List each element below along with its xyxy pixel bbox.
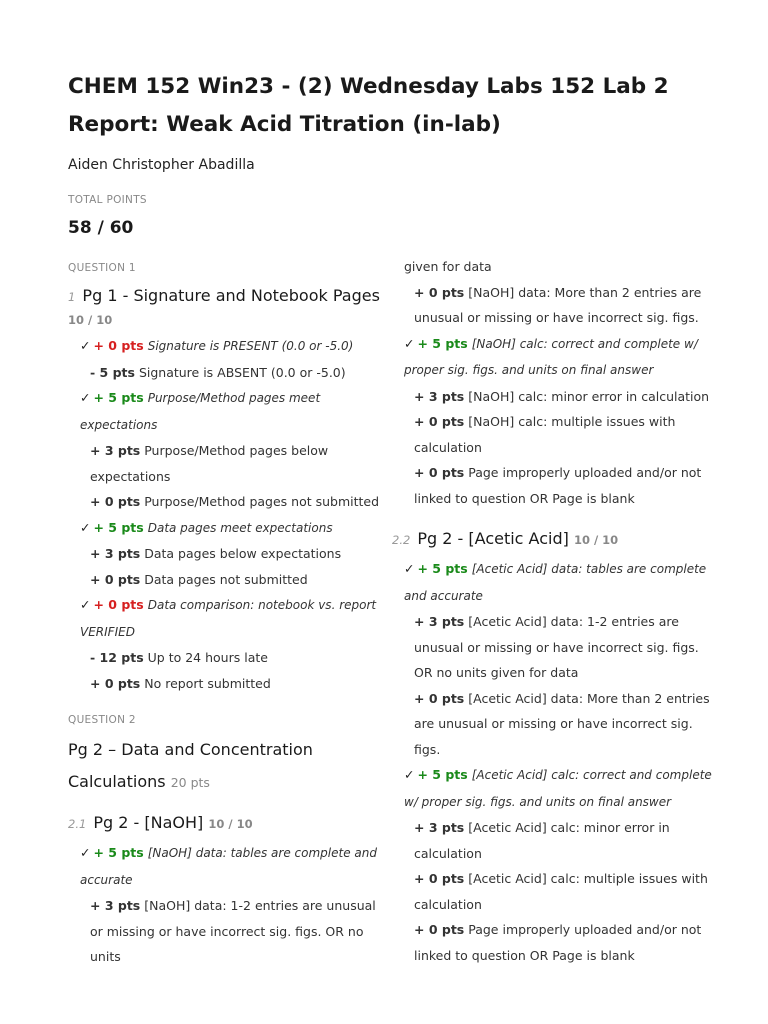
rubric-points: + 0 pts: [414, 922, 465, 937]
total-points-value: 58 / 60: [68, 218, 134, 238]
rubric-points: + 0 pts: [414, 414, 465, 429]
rubric-points: + 0 pts: [93, 597, 144, 612]
rubric-description: given for data: [404, 259, 492, 274]
rubric-description: Signature is ABSENT (0.0 or -5.0): [138, 364, 346, 380]
rubric-description: Data pages not submitted: [144, 571, 308, 587]
rubric-item: [392, 460, 712, 511]
rubric-item: [68, 567, 388, 593]
rubric-item: [392, 384, 712, 410]
question-2-2-title: [392, 523, 712, 556]
rubric-item: [392, 762, 712, 815]
rubric-description: No report submitted: [144, 675, 271, 691]
rubric-item: [392, 866, 712, 917]
question-2-1-number: 2.1: [68, 817, 87, 831]
student-name: Aiden Christopher Abadilla: [68, 157, 255, 173]
rubric-points: + 5 pts: [93, 845, 144, 860]
question-2-title: [68, 734, 388, 799]
rubric-points: + 3 pts: [90, 443, 141, 458]
rubric-points: + 0 pts: [414, 871, 465, 886]
question-2-title-text: Pg 2 – Data and Concentration Calculations: [68, 740, 313, 791]
rubric-description: Page improperly uploaded and/or not linked to question OR Page is blank: [414, 465, 702, 506]
rubric-points: + 0 pts: [90, 675, 141, 691]
rubric-item: [68, 541, 388, 567]
rubric-item: [68, 671, 388, 697]
rubric-points: + 3 pts: [414, 614, 465, 629]
page-title: CHEM 152 Win23 - (2) Wednesday Labs 152 Lab 2 Report: Weak Acid Titration (in-lab): [68, 74, 669, 137]
left-column: [68, 262, 388, 970]
rubric-item: [392, 815, 712, 866]
rubric-points: + 5 pts: [417, 335, 468, 351]
rubric-item-continuation: [392, 254, 712, 280]
rubric-item: [392, 280, 712, 331]
question-1-label: QUESTION 1: [68, 262, 136, 274]
question-2-label: QUESTION 2: [68, 714, 136, 726]
rubric-points: + 0 pts: [90, 571, 141, 587]
rubric-description: Data pages meet expectations: [147, 520, 333, 535]
question-1-title-text: Pg 1 - Signature and Notebook Pages: [82, 286, 380, 305]
rubric-description: Signature is PRESENT (0.0 or -5.0): [147, 339, 354, 353]
check-icon: ✓: [80, 338, 91, 353]
rubric-description: [NaOH] calc: correct and complete w/ proper sig. figs. and units on final answer: [404, 336, 698, 377]
rubric-item: [68, 333, 388, 360]
rubric-points: + 3 pts: [414, 820, 465, 835]
total-points-label: TOTAL POINTS: [68, 194, 147, 206]
rubric-description: [NaOH] calc: multiple issues with calculation: [414, 414, 676, 455]
question-1-title: [68, 280, 388, 313]
rubric-item: [392, 331, 712, 384]
question-2-1-title-text: Pg 2 - [NaOH]: [93, 813, 204, 832]
rubric-item: [392, 917, 712, 968]
rubric-points: + 0 pts: [414, 465, 465, 480]
rubric-item: [68, 438, 388, 489]
question-1-number: 1: [68, 290, 76, 304]
rubric-points: + 0 pts: [414, 690, 465, 706]
check-icon: ✓: [80, 390, 91, 405]
rubric-item: [68, 893, 388, 970]
rubric-description: [Acetic Acid] calc: correct and complete w/ proper sig. figs. and units on final answer: [404, 768, 712, 809]
rubric-item: [392, 686, 712, 763]
rubric-description: [NaOH] data: More than 2 entries are unusual or missing or have incorrect sig. figs.: [414, 284, 702, 325]
rubric-description: [NaOH] data: tables are complete and accurate: [80, 846, 377, 887]
rubric-description: [NaOH] calc: minor error in calculation: [468, 388, 710, 404]
rubric-description: [NaOH] data: 1-2 entries are unusual or missing or have incorrect sig. figs. OR no units: [90, 898, 376, 964]
right-column: [392, 254, 712, 968]
rubric-description: [Acetic Acid] data: 1-2 entries are unusual or missing or have incorrect sig. figs. OR no units given for data: [414, 614, 699, 680]
rubric-description: Purpose/Method pages meet expectations: [80, 391, 321, 432]
check-icon: ✓: [404, 767, 415, 782]
rubric-points: + 5 pts: [417, 561, 468, 576]
rubric-item: [68, 489, 388, 515]
rubric-points: + 0 pts: [90, 494, 141, 509]
rubric-description: [Acetic Acid] data: More than 2 entries are unusual or missing or have incorrect sig. figs.: [414, 690, 710, 757]
question-2-points: 20 pts: [170, 775, 210, 790]
rubric-description: [Acetic Acid] data: tables are complete and accurate: [404, 562, 707, 603]
check-icon: ✓: [80, 597, 91, 612]
check-icon: ✓: [404, 335, 415, 351]
rubric-item: [392, 556, 712, 609]
rubric-description: Page improperly uploaded and/or not linked to question OR Page is blank: [414, 922, 702, 963]
rubric-points: - 12 pts: [90, 650, 144, 665]
question-2-1-title: [68, 807, 388, 840]
rubric-description: Up to 24 hours late: [147, 650, 268, 665]
check-icon: ✓: [80, 519, 91, 535]
rubric-description: Data comparison: notebook vs. report VERIFIED: [80, 598, 377, 639]
rubric-description: [Acetic Acid] calc: minor error in calculation: [414, 820, 670, 861]
check-icon: ✓: [404, 561, 415, 576]
rubric-item: [68, 840, 388, 893]
rubric-description: Purpose/Method pages below expectations: [90, 443, 329, 484]
rubric-points: + 5 pts: [93, 390, 144, 405]
rubric-points: + 0 pts: [414, 284, 465, 300]
question-2-1-score: 10 / 10: [208, 817, 253, 831]
rubric-item: [392, 409, 712, 460]
check-icon: ✓: [80, 845, 91, 860]
rubric-description: Data pages below expectations: [144, 546, 342, 561]
rubric-points: - 5 pts: [90, 364, 135, 380]
rubric-item: [68, 645, 388, 671]
question-1-score: 10 / 10: [68, 313, 113, 327]
question-2-2-number: 2.2: [392, 533, 411, 547]
rubric-points: + 3 pts: [90, 546, 141, 561]
rubric-item: [68, 360, 388, 386]
question-2-2-score: 10 / 10: [573, 533, 619, 547]
rubric-points: + 3 pts: [90, 898, 141, 913]
rubric-points: + 3 pts: [414, 388, 465, 404]
rubric-points: + 5 pts: [417, 767, 468, 782]
rubric-item: [68, 592, 388, 645]
rubric-item: [68, 385, 388, 438]
rubric-points: + 0 pts: [93, 338, 144, 353]
rubric-description: [Acetic Acid] calc: multiple issues with calculation: [414, 871, 708, 912]
rubric-item: [68, 515, 388, 542]
question-2-2-title-text: Pg 2 - [Acetic Acid]: [417, 529, 569, 548]
rubric-points: + 5 pts: [93, 519, 144, 535]
rubric-description: Purpose/Method pages not submitted: [144, 494, 380, 509]
rubric-item: [392, 609, 712, 686]
